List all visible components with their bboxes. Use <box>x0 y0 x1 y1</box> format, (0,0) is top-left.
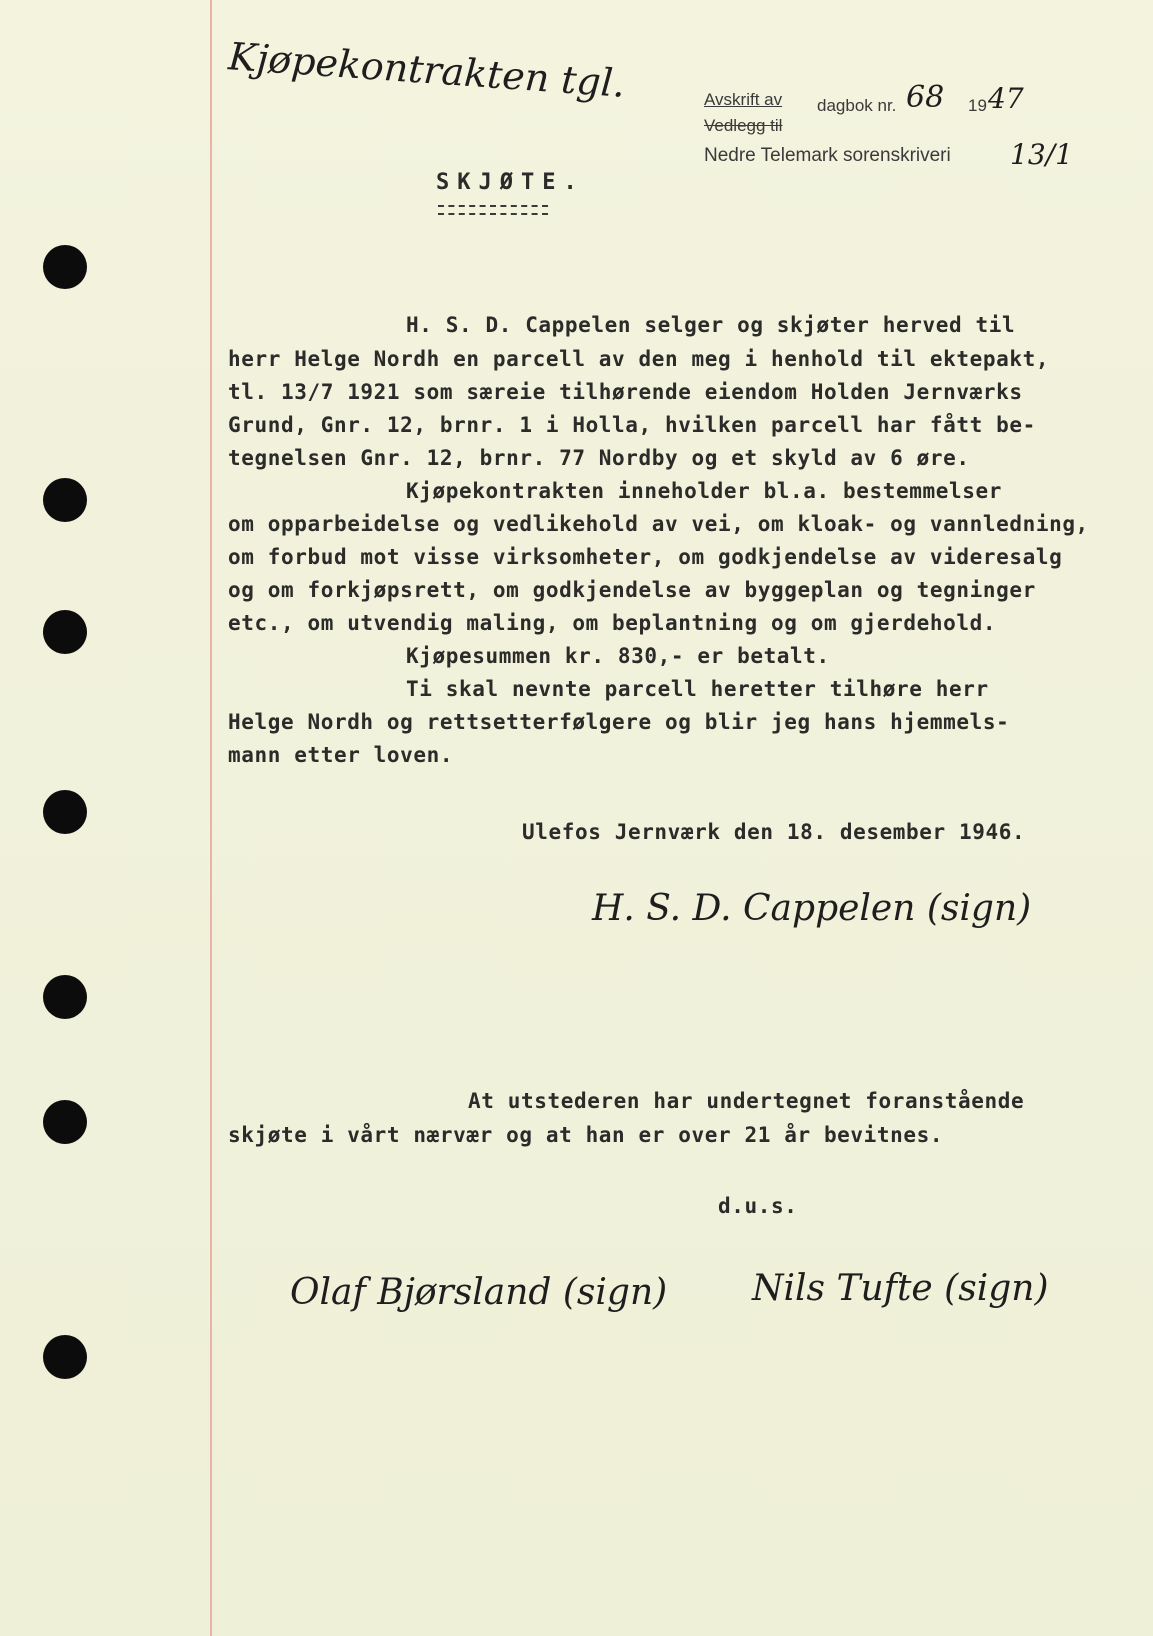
place-date: Ulefos Jernværk den 18. desember 1946. <box>522 820 1026 844</box>
stamp-date: 13/1 <box>1010 138 1073 171</box>
binder-hole <box>43 245 87 289</box>
stamp-avskrift-label: Avskrift av <box>704 90 783 109</box>
stamp-dagbok-label: dagbok nr. <box>817 96 897 115</box>
body-line: om opparbeidelse og vedlikehold av vei, om kloak- og vannledning, <box>228 512 1089 536</box>
body-line: og om forkjøpsrett, om godkjendelse av byggeplan og tegninger <box>228 578 1036 602</box>
margin-rule <box>210 0 212 1636</box>
body-line: H. S. D. Cappelen selger og skjøter herved til <box>406 313 1016 337</box>
handwritten-header-note: Kjøpekontrakten tgl. <box>226 34 627 106</box>
witness2-signature: Nils Tufte (sign) <box>752 1268 1049 1309</box>
body-line: Helge Nordh og rettsetterfølgere og blir jeg hans hjemmels- <box>228 710 1010 734</box>
title-underline <box>438 205 548 215</box>
dagbok-number: 68 <box>906 80 945 115</box>
body-line: mann etter loven. <box>228 743 454 767</box>
body-line: tegnelsen Gnr. 12, brnr. 77 Nordby og et skyld av 6 øre. <box>228 446 970 470</box>
binder-hole <box>43 790 87 834</box>
witness1-signature: Olaf Bjørsland (sign) <box>290 1272 668 1313</box>
stamp-avskrift <box>704 90 782 110</box>
body-line: herr Helge Nordh en parcell av den meg i henhold til ektepakt, <box>228 347 1050 371</box>
document-title: SKJØTE. <box>436 170 585 195</box>
body-line: om forbud mot visse virksomheter, om godkjendelse av videresalg <box>228 545 1063 569</box>
witness-line: skjøte i vårt nærvær og at han er over 21 år bevitnes. <box>228 1123 944 1147</box>
body-line: Kjøpesummen kr. 830,- er betalt. <box>406 644 830 668</box>
binder-hole <box>43 610 87 654</box>
binder-hole <box>43 1100 87 1144</box>
year-suffix: 47 <box>988 82 1024 115</box>
stamp-vedlegg-struck: Vedlegg til <box>704 116 783 135</box>
binder-hole <box>43 1335 87 1379</box>
witness-line: At utstederen har undertegnet foranstående <box>468 1089 1025 1113</box>
body-line: etc., om utvendig maling, om beplantning og om gjerdehold. <box>228 611 997 635</box>
stamp-court-name: Nedre Telemark sorenskriveri <box>704 145 951 166</box>
binder-hole <box>43 975 87 1019</box>
dus-abbreviation: d.u.s. <box>718 1194 798 1218</box>
body-line: tl. 13/7 1921 som særeie tilhørende eiendom Holden Jernværks <box>228 380 1023 404</box>
body-line: Grund, Gnr. 12, brnr. 1 i Holla, hvilken parcell har fått be- <box>228 413 1036 437</box>
body-line: Ti skal nevnte parcell heretter tilhøre herr <box>406 677 989 701</box>
binder-hole <box>43 478 87 522</box>
seller-signature: H. S. D. Cappelen (sign) <box>592 888 1032 929</box>
body-line: Kjøpekontrakten inneholder bl.a. bestemmelser <box>406 479 1002 503</box>
year-prefix: 19 <box>968 96 987 115</box>
